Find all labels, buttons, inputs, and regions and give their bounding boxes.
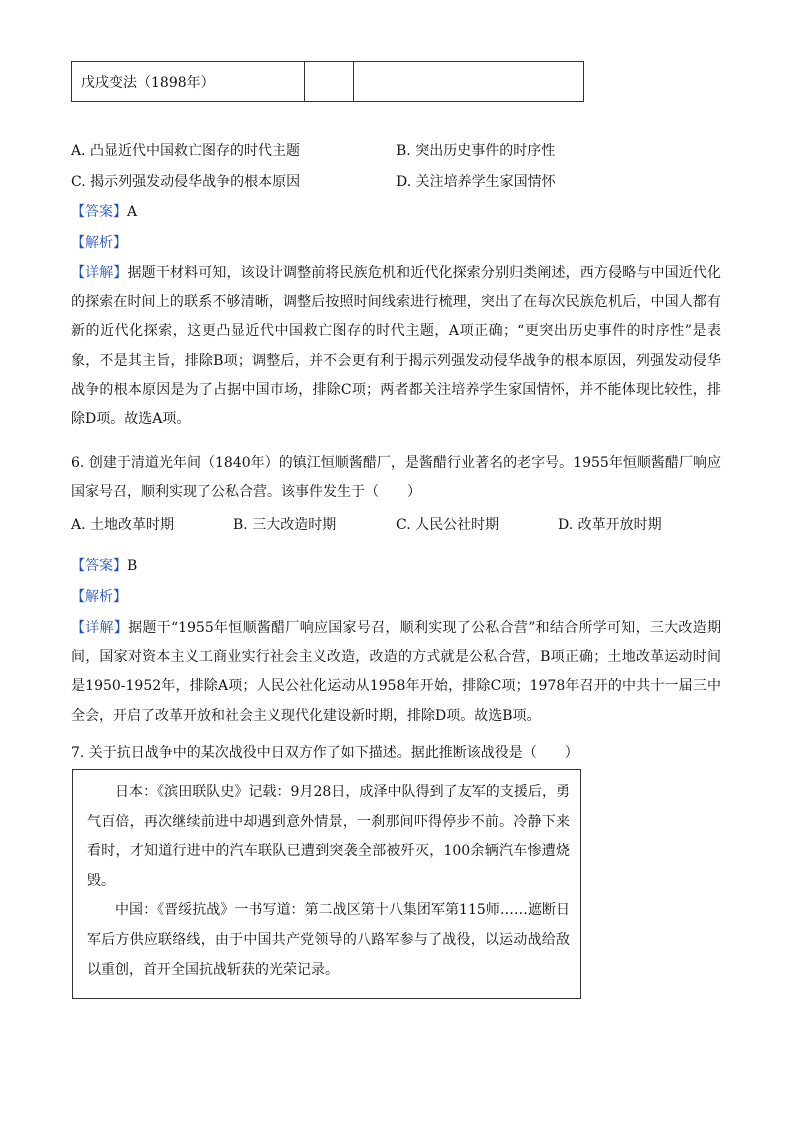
q5-option-c: C. 揭示列强发动侵华战争的根本原因 (71, 174, 301, 190)
q6-option-d: D. 改革开放时期 (558, 517, 662, 533)
q6-option-a: A. 土地改革时期 (71, 517, 175, 533)
q6-stem: 6. 创建于清道光年间（1840年）的镇江恒顺酱醋厂，是酱醋行业著名的老字号。1955年恒顺酱醋厂响应国家号召，顺利实现了公私合营。该事件发生于（ ） (71, 455, 721, 501)
q7-stem: 7. 关于抗日战争中的某次战役中日双方作了如下描述。据此推断该战役是（ ） (71, 745, 579, 761)
event-table-row (71, 61, 584, 102)
detail-tag: 【详解】 (71, 265, 128, 281)
q5-detail (71, 259, 721, 434)
answer-value: A (127, 204, 138, 220)
q5-option-a: A. 凸显近代中国救亡图存的时代主题 (71, 143, 301, 159)
table-cell-empty-1 (305, 62, 354, 101)
q5-answer (71, 202, 137, 222)
q7-material-box (72, 769, 581, 999)
q6-option-b: B. 三大改造时期 (233, 517, 337, 533)
answer-tag: 【答案】 (71, 204, 127, 220)
q6-detail: 【详解】据题干“1955年恒顺酱醋厂响应国家号召，顺利实现了公私合营”和结合所学可知，三大改造期间，国家对资本主义工商业实行社会主义改造，改造的方式就是公私合营，B项正确；土地改革运动时间是1950-1952年，排除A项；人民公社化运动从1958年开始，排除C项；1978年召开的中共十一届三中全会，开启了改革开放和社会主义现代化建设新时期，排除D项。故选B项。 (71, 620, 721, 724)
table-cell-event: 戊戌变法（1898年） (72, 62, 305, 101)
q7-material-japan: 日本：《滨田联队史》记载：9月28日，成泽中队得到了友军的支援后，勇气百倍，再次继续前进中却遇到意外情景，一刹那间吓得停步不前。冷静下来看时，才知道行进中的汽车联队已遭到突袭全部被歼灭，100余辆汽车惨遭烧毁。 (87, 784, 570, 889)
detail-text: 据题干材料可知，该设计调整前将民族危机和近代化探索分别归类阐述，西方侵略与中国近代化的探索在时间上的联系不够清晰，调整后按照时间线索进行梳理，突出了在每次民族危机后，中国人都有新的近代化探索，这更凸显近代中国救亡图存的时代主题，A项正确；“更突出历史事件的时序性”是表象，不是其主旨，排除B项；调整后，并不会更有利于揭示列强发动侵华战争的根本原因，列强发动侵华战争的根本原因是为了占据中国市场，排除C项；两者都关注培养学生家国情怀，并不能体现比较性，排除D项。故选A项。 (71, 265, 722, 428)
q6-analysis-tag: 【解析】 (71, 589, 127, 605)
q5-option-d: D. 关注培养学生家国情怀 (396, 174, 556, 190)
q5-option-b: B. 突出历史事件的时序性 (396, 143, 556, 159)
q6-option-c: C. 人民公社时期 (396, 517, 500, 533)
q5-analysis-tag: 【解析】 (71, 235, 127, 251)
table-cell-empty-2 (354, 62, 583, 101)
q6-answer: 【答案】B (71, 558, 138, 574)
q7-material-china: 中国：《晋绥抗战》一书写道：第二战区第十八集团军第115师……遮断日军后方供应联络线，由于中国共产党领导的八路军参与了战役，以运动战给敌以重创，首开全国抗战斩获的光荣记录。 (87, 902, 570, 978)
